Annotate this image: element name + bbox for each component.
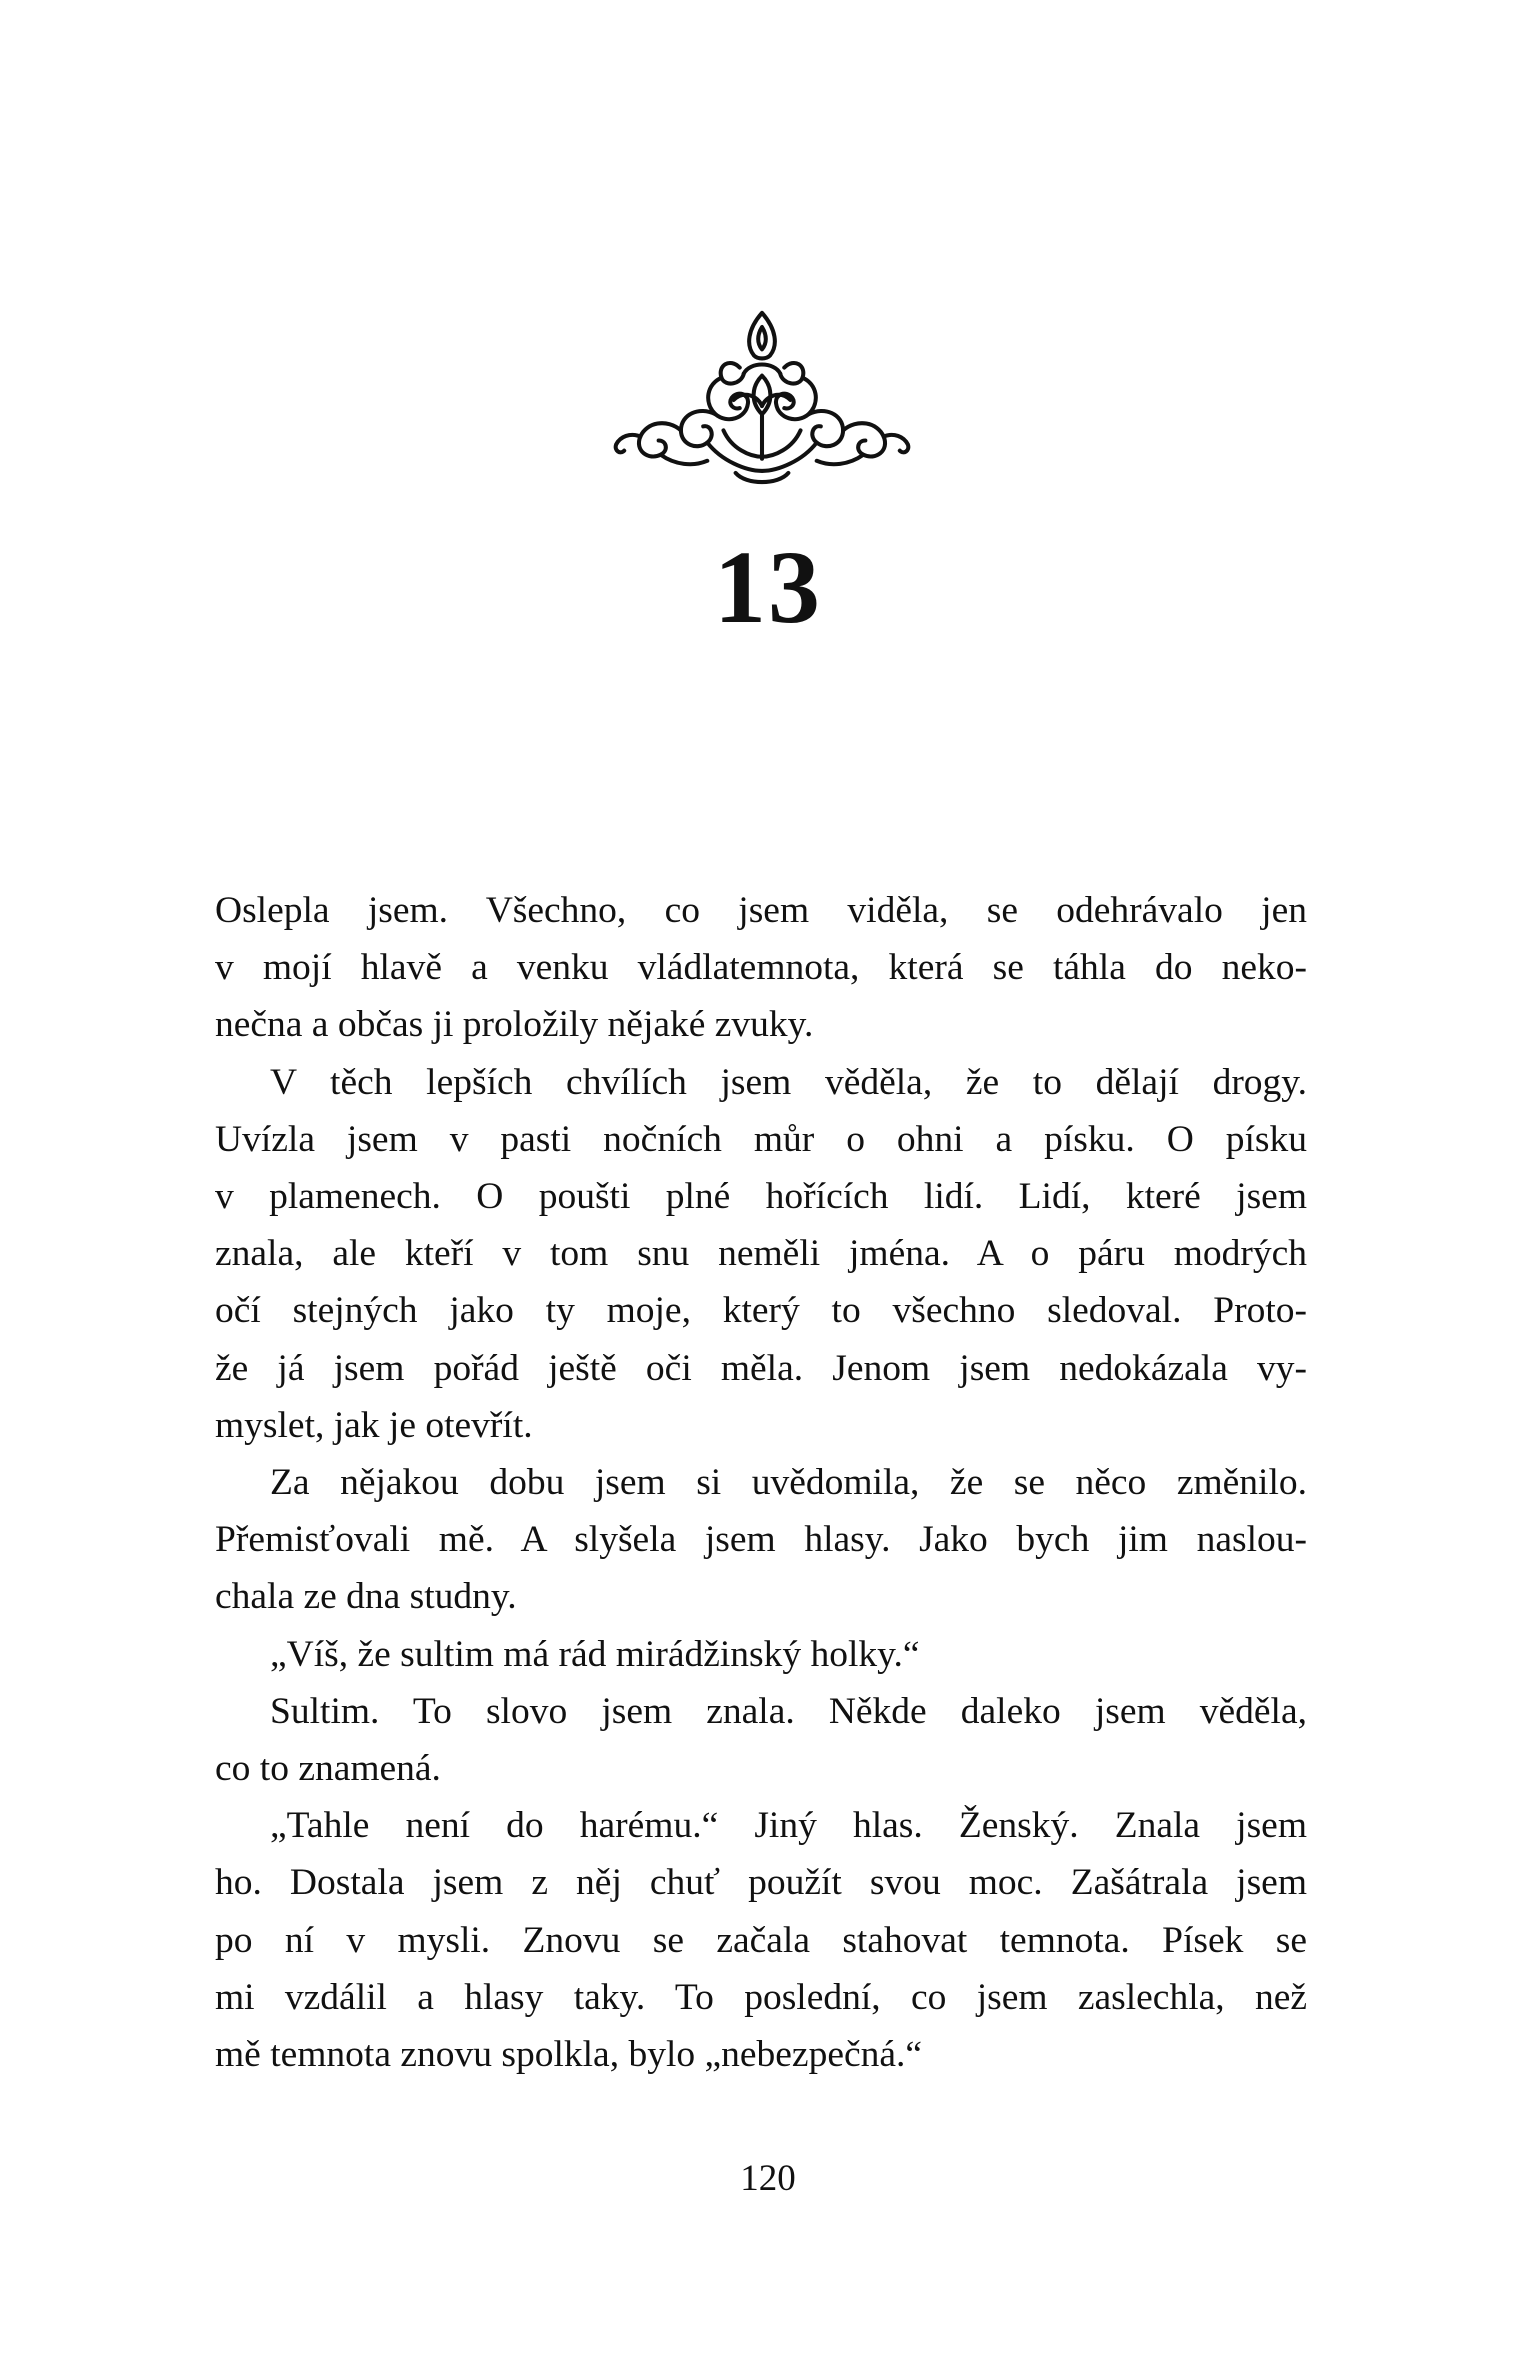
text-line: znala, ale kteří v tom snu neměli jména. A o páru modrých [215,1233,1307,1275]
text-line: Za nějakou dobu jsem si uvědomila, že se něco změnilo. [270,1462,1307,1504]
body-text [215,882,1307,2083]
text-line: V těch lepších chvílích jsem věděla, že to dělají drogy. [270,1061,1307,1103]
text-line: co to znamená. [215,1748,441,1790]
text-line: Přemisťovali mě. A slyšela jsem hlasy. Jako bych jim naslou- [215,1519,1307,1561]
text-line: po ní v mysli. Znovu se začala stahovat temnota. Písek se [215,1919,1307,1961]
chapter-number: 13 [714,530,822,645]
text-line: v mojí hlavě a venku vládlatemnota, která se táhla do neko- [215,947,1307,989]
text-line: chala ze dna studny. [215,1576,517,1618]
text-line: Oslepla jsem. Všechno, co jsem viděla, se odehrávalo jen [215,890,1307,931]
text-line: očí stejných jako ty moje, který to všechno sledoval. Proto- [215,1290,1307,1332]
page-number: 120 [740,2158,796,2199]
text-line: myslet, jak je otevřít. [215,1404,533,1446]
chapter-ornament [610,305,914,495]
text-line: ho. Dostala jsem z něj chuť použít svou moc. Zašátrala jsem [215,1862,1307,1904]
text-line: mi vzdálil a hlasy taky. To poslední, co jsem zaslechla, než [215,1976,1307,2018]
text-line: „Víš, že sultim má rád mirádžinský holky.“ [270,1633,920,1675]
text-line: Sultim. To slovo jsem znala. Někde daleko jsem věděla, [270,1690,1307,1732]
text-line: mě temnota znovu spolkla, bylo „nebezpečná.“ [215,2034,923,2076]
text-line: Uvízla jsem v pasti nočních můr o ohni a písku. O písku [215,1118,1307,1160]
text-line: že já jsem pořád ještě oči měla. Jenom jsem nedokázala vy- [215,1347,1307,1389]
text-line: nečna a občas ji proložily nějaké zvuky. [215,1004,814,1046]
text-line: v plamenech. O poušti plné hořících lidí. Lidí, které jsem [215,1176,1307,1218]
text-line: „Tahle není do harému.“ Jiný hlas. Ženský. Znala jsem [270,1805,1307,1847]
